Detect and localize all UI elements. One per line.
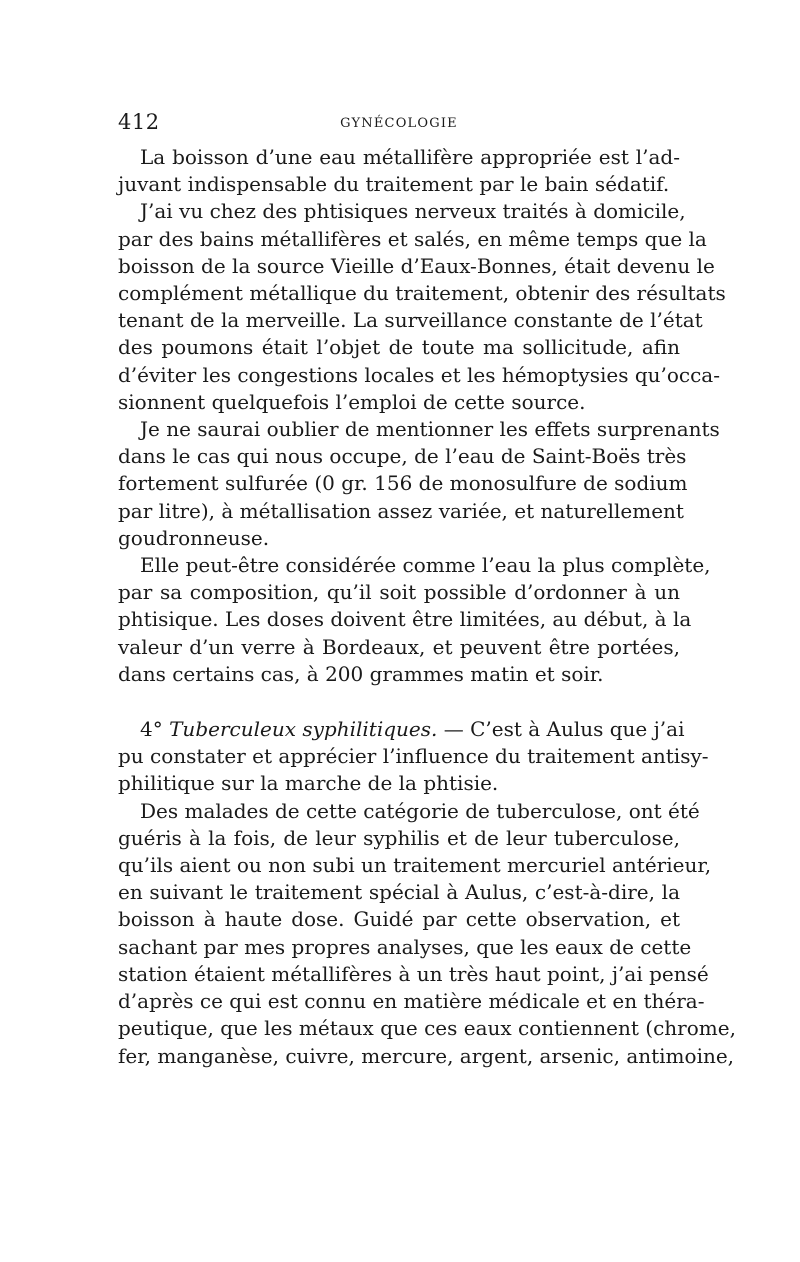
text-line: des poumons était l’objet de toute ma sollicitude, afin <box>118 335 680 360</box>
paragraph <box>118 552 711 688</box>
text-line: par des bains métallifères et salés, en même temps que la <box>118 226 707 251</box>
text-line: J’ai vu chez des phtisiques nerveux traités à domicile, <box>140 199 686 224</box>
section-title: Tuberculeux syphilitiques. <box>169 717 438 742</box>
text-body-after-section <box>118 798 736 1070</box>
section-number: 4° <box>140 717 163 742</box>
text-line: tenant de la merveille. La surveillance constante de l’état <box>118 308 703 333</box>
text-line: en suivant le traitement spécial à Aulus, c’est-à-dire, la <box>118 880 680 905</box>
text-line: La boisson d’une eau métallifère appropriée est l’ad- <box>140 145 680 169</box>
text-line: dans le cas qui nous occupe, de l’eau de Saint-Boës très <box>118 444 687 469</box>
text-line: sionnent quelquefois l’emploi de cette source. <box>118 389 586 414</box>
text-line: station étaient métallifères à un très haut point, j’ai pensé <box>118 961 709 986</box>
text-line: sachant par mes propres analyses, que les eaux de cette <box>118 934 692 959</box>
text-line: goudronneuse. <box>118 525 270 550</box>
text-body-before-section <box>118 144 726 688</box>
text-line: pu constater et apprécier l’influence du traitement antisy- <box>118 744 709 769</box>
text-line: philitique sur la marche de la phtisie. <box>118 771 499 796</box>
paragraph <box>118 198 726 416</box>
text-line: Elle peut-être considérée comme l’eau la plus complète, <box>140 553 711 578</box>
text-line: Des malades de cette catégorie de tuberculose, ont été <box>140 798 700 823</box>
text-line: d’après ce qui est connu en matière médicale et en théra- <box>118 989 705 1014</box>
section-first-line-rest: — C’est à Aulus que j’ai <box>437 717 685 742</box>
text-line: juvant indispensable du traitement par le bain sédatif. <box>118 172 670 197</box>
text-line: par litre), à métallisation assez variée, et naturellement <box>118 498 684 523</box>
text-line: boisson de la source Vieille d’Eaux-Bonnes, était devenu le <box>118 253 715 278</box>
text-line: boisson à haute dose. Guidé par cette observation, et <box>118 907 680 932</box>
text-line: fortement sulfurée (0 gr. 156 de monosulfure de sodium <box>118 471 688 496</box>
text-line: Je ne saurai oublier de mentionner les effets surprenants <box>140 417 720 442</box>
running-title: GYNÉCOLOGIE <box>340 116 458 131</box>
paragraph <box>118 416 720 552</box>
section-first-line <box>118 716 685 743</box>
text-line: peutique, que les métaux que ces eaux contiennent (chrome, <box>118 1016 736 1041</box>
text-line: fer, manganèse, cuivre, mercure, argent, arsenic, antimoine, <box>118 1043 735 1068</box>
page-header <box>118 110 680 144</box>
section-spacer <box>118 688 680 716</box>
text-line: dans certains cas, à 200 grammes matin et soir. <box>118 661 604 686</box>
text-line: qu’ils aient ou non subi un traitement mercuriel antérieur, <box>118 853 712 878</box>
text-line: guéris à la fois, de leur syphilis et de leur tuberculose, <box>118 825 680 850</box>
text-line: valeur d’un verre à Bordeaux, et peuvent être portées, <box>118 634 680 659</box>
book-page <box>118 110 736 1070</box>
text-line: par sa composition, qu’il soit possible d’ordonner à un <box>118 580 680 605</box>
paragraph <box>118 798 736 1070</box>
section-lines <box>118 743 709 797</box>
text-line: complément métallique du traitement, obtenir des résultats <box>118 281 726 306</box>
page-number: 412 <box>118 110 160 134</box>
paragraph <box>118 144 680 198</box>
text-line: d’éviter les congestions locales et les hémoptysies qu’occa- <box>118 362 720 387</box>
text-line: phtisique. Les doses doivent être limitées, au début, à la <box>118 607 692 632</box>
section-paragraph <box>118 716 709 798</box>
